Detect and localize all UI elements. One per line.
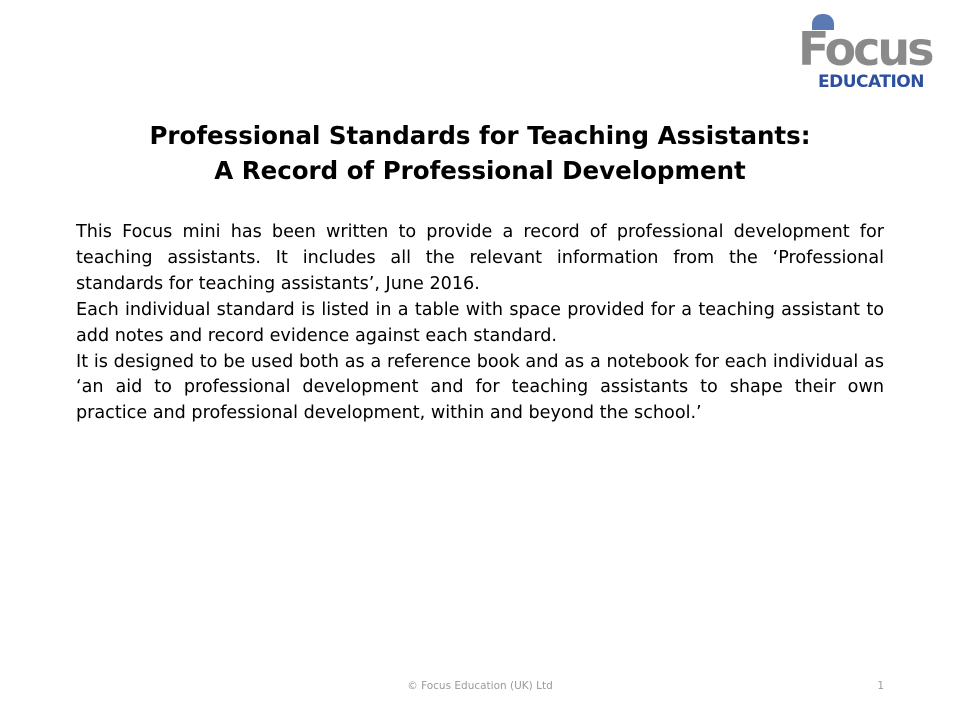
page-title-line-2: A Record of Professional Development [214,156,746,185]
focus-education-logo [796,14,932,96]
footer-page-number: 1 [877,680,884,692]
body-paragraph-3: It is designed to be used both as a reference book and as a notebook for each individual as ‘an aid to professional development and for teaching assistants to shape their own practice and professional development, within and beyond the school.’ [76,351,884,424]
page-title [60,118,900,188]
footer-copyright: © Focus Education (UK) Ltd [407,680,553,692]
logo-subtitle-text: EDUCATION [818,72,924,92]
logo-brand-text: Focus [798,22,932,76]
body-paragraph-2: Each individual standard is listed in a table with space provided for a teaching assistant to add notes and record evidence against each standard. [76,299,884,346]
body-paragraph-1: This Focus mini has been written to provide a record of professional development for teaching assistants. It includes all the relevant information from the ‘Professional standards for teaching assistants’, June 2016. [76,222,884,294]
page-title-line-1: Professional Standards for Teaching Assistants: [149,121,811,150]
body-text [76,220,884,427]
